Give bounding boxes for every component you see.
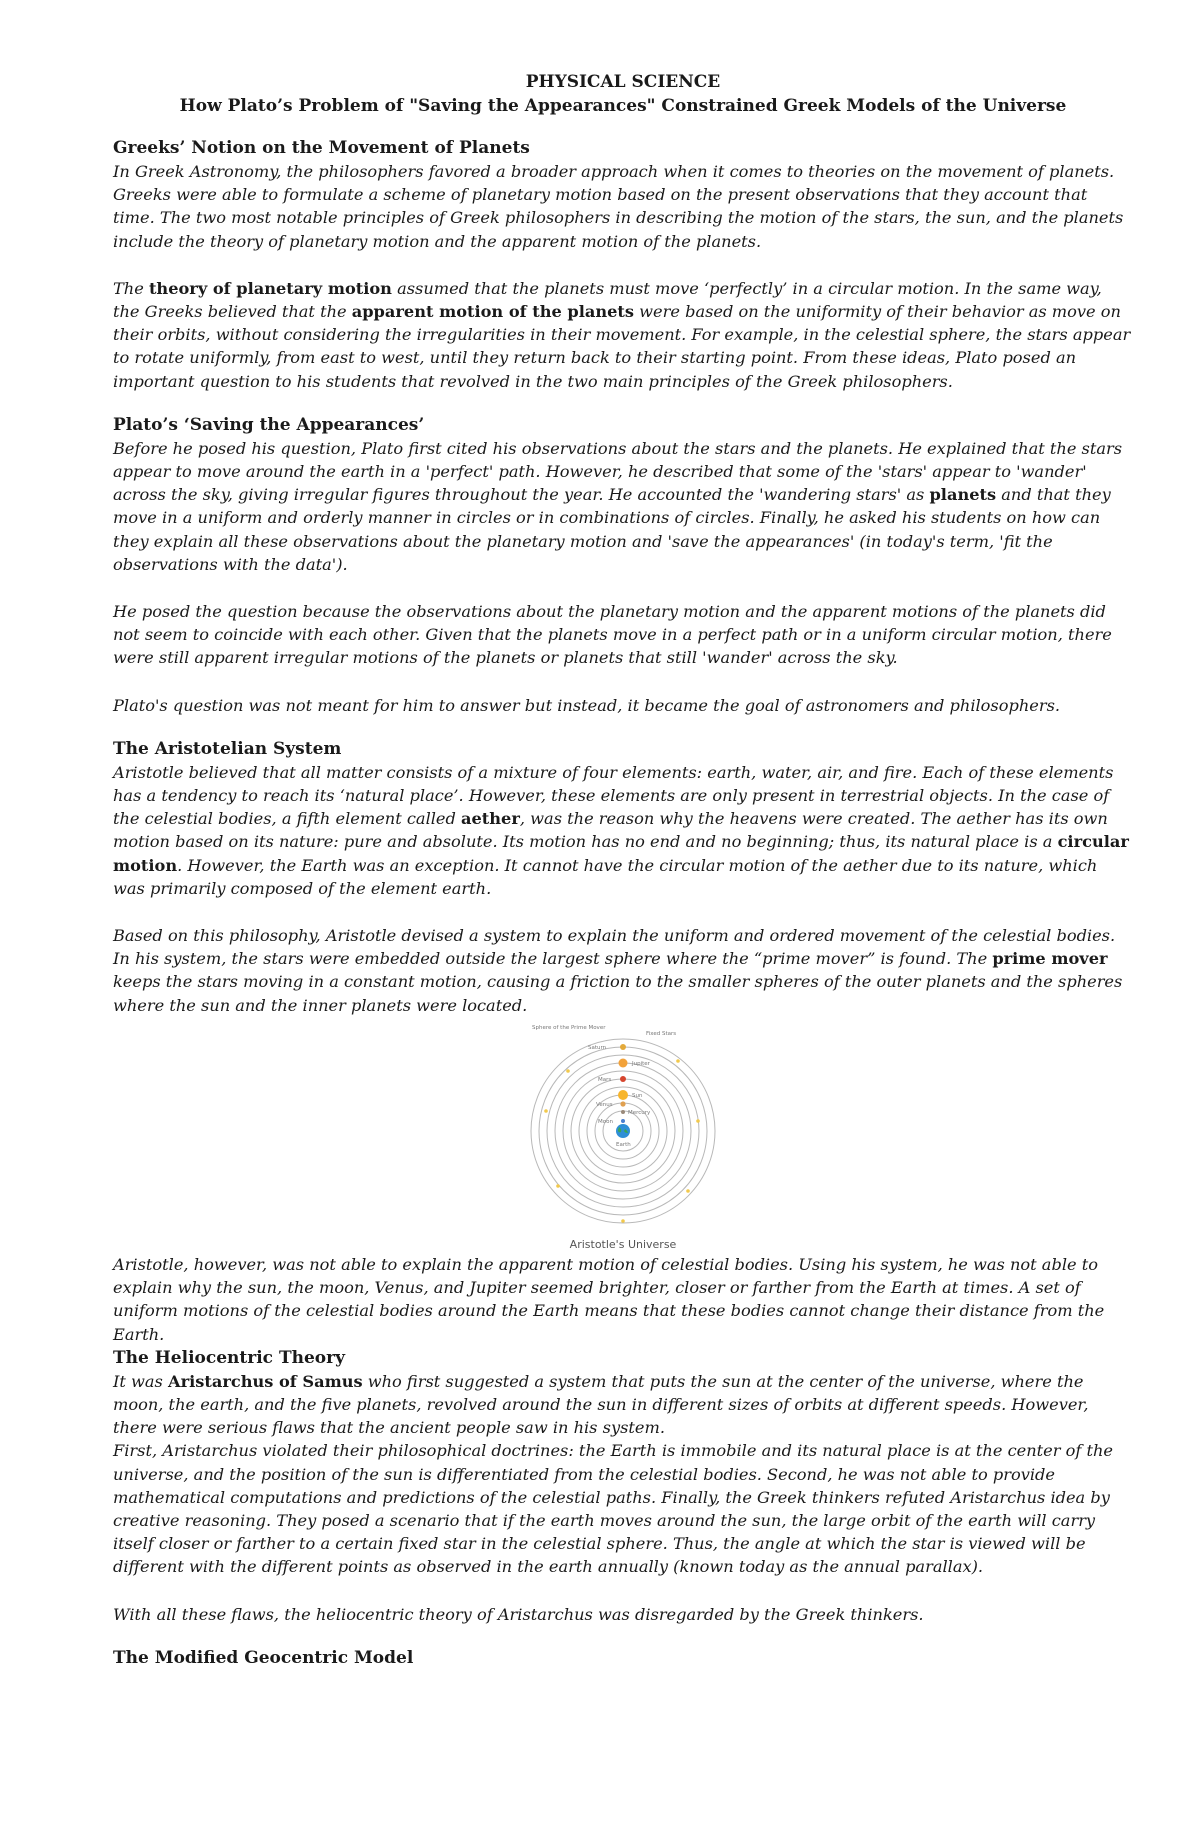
earth-dot — [616, 1124, 630, 1138]
bold-term: aether — [461, 809, 520, 829]
bold-term: planets — [929, 485, 997, 505]
paragraph: Aristotle believed that all matter consists of a mixture of four elements: earth, water, air, and fire. Each of these elements has a tendency to reach its ‘natural place’. However, these elements are only present in terrestrial objects. In the case of the celestial bodies, a fifth element called aether, was the reason why the heavens were created. The aether has its own motion based on its nature: pure and absolute. Its motion has no end and no beginning; thus, its natural place is a circular motion. However, the Earth was an exception. It cannot have the circular motion of the aether due to its nature, which was primarily composed of the element earth. — [113, 762, 1129, 898]
label-earth: Earth — [616, 1141, 631, 1148]
mars-dot — [620, 1076, 626, 1082]
section-heading-greeks-notion: Greeks’ Notion on the Movement of Planets — [113, 138, 530, 158]
paragraph: Plato's question was not meant for him to answer but instead, it became the goal of astronomers and philosophers. — [113, 695, 1061, 715]
paragraph: Based on this philosophy, Aristotle devised a system to explain the uniform and ordered movement of the celestial bodies. In his system, the stars were embedded outside the largest sphere where the “prime mover” is found. The prime mover keeps the stars moving in a constant motion, causing a friction to the smaller spheres of the outer planets and the spheres where the sun and the inner planets were located. — [113, 926, 1123, 1015]
label-venus: Venus — [596, 1101, 613, 1108]
jupiter-dot — [619, 1058, 628, 1067]
bold-term: circular motion — [113, 832, 1129, 875]
label-moon: Moon — [598, 1118, 613, 1125]
label-mercury: Mercury — [628, 1109, 651, 1116]
label-mars: Mars — [598, 1076, 612, 1083]
paragraph: Aristotle, however, was not able to explain the apparent motion of celestial bodies. Using his system, he was not able to explain why the sun, the moon, Venus, and Jupiter seemed brighter, closer or farther from the Earth at times. A set of uniform motions of the celestial bodies around the Earth means that these bodies cannot change their distance from the Earth. — [113, 1254, 1105, 1344]
moon-dot — [621, 1119, 625, 1123]
paragraph: First, Aristarchus violated their philosophical doctrines: the Earth is immobile and its natural place is at the center of the universe, and the position of the sun is differentiated from the celestial bodies. Second, he was not able to provide mathematical computations and predictions of the celestial paths. Finally, the Greek thinkers refuted Aristarchus idea by creative reasoning. They posed a scenario that if the earth moves around the sun, the large orbit of the earth will carry itself closer or farther to a certain fixed star in the celestial sphere. Thus, the angle at which the star is viewed will be different with the different points as observed in the earth annually (known today as the annual parallax). — [113, 1441, 1114, 1577]
figure-caption: Aristotle's Universe — [569, 1237, 677, 1251]
sun-dot — [618, 1090, 628, 1100]
section-heading-heliocentric: The Heliocentric Theory — [113, 1347, 345, 1368]
document-title: How Plato’s Problem of "Saving the Appearances" Constrained Greek Models of the Universe — [179, 96, 1067, 116]
bold-term: prime mover — [992, 949, 1108, 969]
mercury-dot — [621, 1110, 625, 1114]
aristotle-universe-diagram — [528, 1021, 718, 1231]
section-heading-saving-appearances: Plato’s ‘Saving the Appearances’ — [113, 414, 425, 435]
subject-title: PHYSICAL SCIENCE — [525, 72, 721, 92]
bold-term: theory of planetary motion — [148, 278, 392, 298]
paragraph: In Greek Astronomy, the philosophers favored a broader approach when it comes to theories on the movement of planets. Greeks were able to formulate a scheme of planetary motion based on the present observations that they account that time. The two most notable principles of Greek philosophers in describing the motion of the stars, the sun, and the planets include the theory of planetary motion and the apparent motion of the planets. — [113, 162, 1124, 251]
label-saturn: Saturn — [588, 1044, 607, 1051]
paragraph: He posed the question because the observations about the planetary motion and the apparent motions of the planets did not seem to coincide with each other. Given that the planets move in a perfect path or in a uniform circular motion, there were still apparent irregular motions of the planets or planets that still 'wander' across the sky. — [113, 602, 1112, 668]
paragraph: The theory of planetary motion assumed that the planets must move ‘perfectly’ in a circular motion. In the same way, the Greeks believed that the apparent motion of the planets were based on the uniformity of their behavior as move on their orbits, without considering the irregularities in their movement. For example, in the celestial sphere, the stars appear to rotate uniformly, from east to west, until they return back to their starting point. From these ideas, Plato posed an important question to his students that revolved in the two main principles of the Greek philosophers. — [113, 278, 1131, 391]
label-fixed-stars: Fixed Stars — [646, 1030, 677, 1037]
paragraph: Before he posed his question, Plato first cited his observations about the stars and the planets. He explained that the stars appear to move around the earth in a 'perfect' path. However, he described that some of the 'stars' appear to 'wander' across the sky, giving irregular figures throughout the year. He accounted the 'wandering stars' as planets and that they move in a uniform and orderly manner in circles or in combinations of circles. Finally, he asked his students on how can they explain all these observations about the planetary motion and 'save the appearances' (in today's term, 'fit the observations with the data'). — [113, 438, 1123, 574]
label-sun: Sun — [632, 1092, 643, 1099]
aristotle-universe-figure — [528, 1021, 718, 1251]
label-jupiter: Jupiter — [632, 1060, 650, 1067]
bold-term: apparent motion of the planets — [351, 302, 635, 322]
document-page — [113, 70, 1133, 1670]
section-heading-modified-geocentric: The Modified Geocentric Model — [113, 1647, 414, 1668]
venus-dot — [620, 1101, 625, 1106]
fixed-stars — [544, 1059, 700, 1223]
bold-term: Aristarchus of Samus — [168, 1371, 363, 1391]
section-heading-aristotelian: The Aristotelian System — [113, 738, 342, 759]
saturn-dot — [620, 1044, 626, 1050]
paragraph: It was Aristarchus of Samus who first suggested a system that puts the sun at the center of the universe, where the moon, the earth, and the five planets, revolved around the sun in different sizes of orbits at different speeds. However, there were serious flaws that the ancient people saw in his system. — [113, 1371, 1089, 1438]
label-prime-mover: Sphere of the Prime Mover — [532, 1024, 606, 1031]
paragraph: With all these flaws, the heliocentric theory of Aristarchus was disregarded by the Greek thinkers. — [113, 1604, 924, 1624]
